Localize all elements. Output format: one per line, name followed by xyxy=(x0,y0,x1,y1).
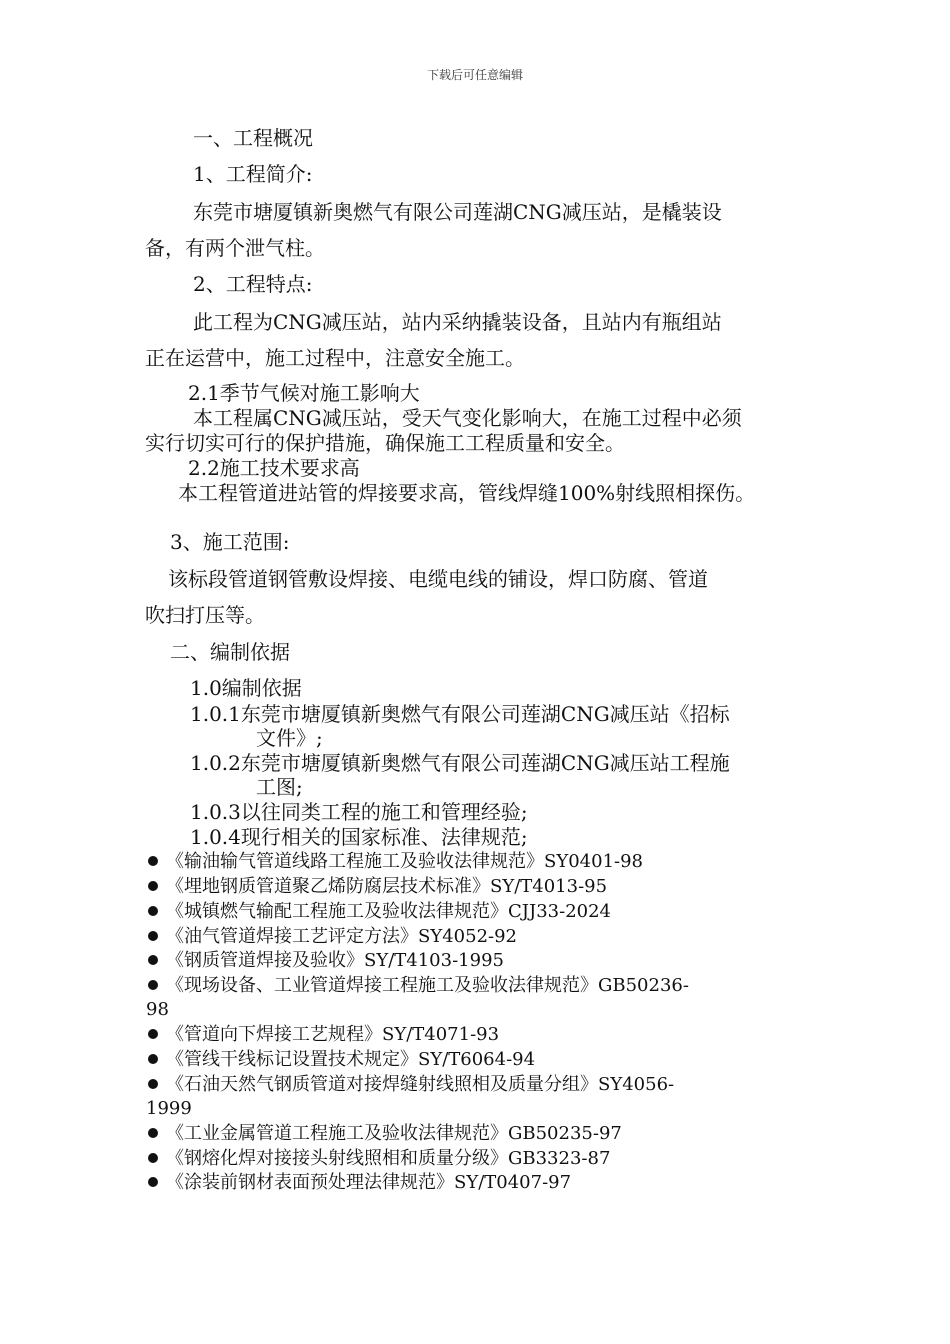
bullet-icon xyxy=(148,1177,158,1187)
feature-heading: 2、工程特点: xyxy=(193,272,313,296)
sub22-line-1: 本工程管道进站管的焊接要求高，管线焊缝100%射线照相探伤。 xyxy=(178,481,756,505)
section1-title: 一、工程概况 xyxy=(193,126,313,150)
page-header-note: 下载后可任意编辑 xyxy=(426,68,523,82)
scope-line-2: 吹扫打压等。 xyxy=(145,603,265,627)
standard-item-continuation: 98 xyxy=(146,999,169,1020)
scope-line-1: 该标段管道钢管敷设焊接、电缆电线的铺设，焊口防腐、管道 xyxy=(168,567,708,591)
scope-heading: 3、施工范围: xyxy=(170,530,290,554)
sub21-line-1: 本工程属CNG减压站，受天气变化影响大，在施工过程中必须 xyxy=(193,406,742,430)
standard-item: 《管线干线标记设置技术规定》SY/T6064-94 xyxy=(148,1049,535,1071)
bullet-icon xyxy=(148,980,158,990)
standard-item: 《钢熔化焊对接接头射线照相和质量分级》GB3323-87 xyxy=(148,1148,610,1170)
standard-item: 《现场设备、工业管道焊接工程施工及验收法律规范》GB50236- xyxy=(148,975,689,997)
feature-line-2: 正在运营中，施工过程中，注意安全施工。 xyxy=(145,346,525,370)
sub22-title: 2.2施工技术要求高 xyxy=(188,456,360,480)
feature-line-1: 此工程为CNG减压站，站内采纳撬装设备，且站内有瓶组站 xyxy=(193,310,722,334)
bullet-icon xyxy=(148,955,158,965)
basis-item-102-line-2: 工图; xyxy=(256,775,303,799)
bullet-icon xyxy=(148,1079,158,1089)
basis-item-101-line-1: 1.0.1东莞市塘厦镇新奥燃气有限公司莲湖CNG减压站《招标 xyxy=(190,702,730,726)
standard-item: 《钢质管道焊接及验收》SY/T4103-1995 xyxy=(148,950,504,972)
bullet-icon xyxy=(148,906,158,916)
standard-item: 《输油输气管道线路工程施工及验收法律规范》SY0401-98 xyxy=(148,851,643,873)
intro-heading: 1、工程简介: xyxy=(193,162,313,186)
bullet-icon xyxy=(148,1153,158,1163)
bullet-icon xyxy=(148,1054,158,1064)
standard-item-continuation: 1999 xyxy=(146,1098,192,1119)
bullet-icon xyxy=(148,856,158,866)
bullet-icon xyxy=(148,881,158,891)
standard-item: 《埋地钢质管道聚乙烯防腐层技术标准》SY/T4013-95 xyxy=(148,876,607,898)
sub21-line-2: 实行切实可行的保护措施，确保施工工程质量和安全。 xyxy=(145,431,625,455)
standard-item: 《管道向下焊接工艺规程》SY/T4071-93 xyxy=(148,1024,499,1046)
bullet-icon xyxy=(148,931,158,941)
basis-item-102-line-1: 1.0.2东莞市塘厦镇新奥燃气有限公司莲湖CNG减压站工程施 xyxy=(190,751,730,775)
bullet-icon xyxy=(148,1128,158,1138)
standard-item: 《城镇燃气输配工程施工及验收法律规范》CJJ33-2024 xyxy=(148,901,611,923)
standard-item: 《工业金属管道工程施工及验收法律规范》GB50235-97 xyxy=(148,1123,622,1145)
standard-item: 《石油天然气钢质管道对接焊缝射线照相及质量分组》SY4056- xyxy=(148,1074,674,1096)
standard-item: 《油气管道焊接工艺评定方法》SY4052-92 xyxy=(148,926,517,948)
basis-item-101-line-2: 文件》; xyxy=(256,726,323,750)
section2-title: 二、编制依据 xyxy=(170,640,290,664)
bullet-icon xyxy=(148,1029,158,1039)
intro-line-2: 备，有两个泄气柱。 xyxy=(145,236,325,260)
sub21-title: 2.1季节气候对施工影响大 xyxy=(188,381,420,405)
basis-item-104: 1.0.4现行相关的国家标准、法律规范; xyxy=(190,825,528,849)
intro-line-1: 东莞市塘厦镇新奥燃气有限公司莲湖CNG减压站，是橇装设 xyxy=(193,200,722,224)
basis-title: 1.0编制依据 xyxy=(190,676,302,700)
standard-item: 《涂装前钢材表面预处理法律规范》SY/T0407-97 xyxy=(148,1172,571,1194)
basis-item-103: 1.0.3以往同类工程的施工和管理经验; xyxy=(190,800,528,824)
